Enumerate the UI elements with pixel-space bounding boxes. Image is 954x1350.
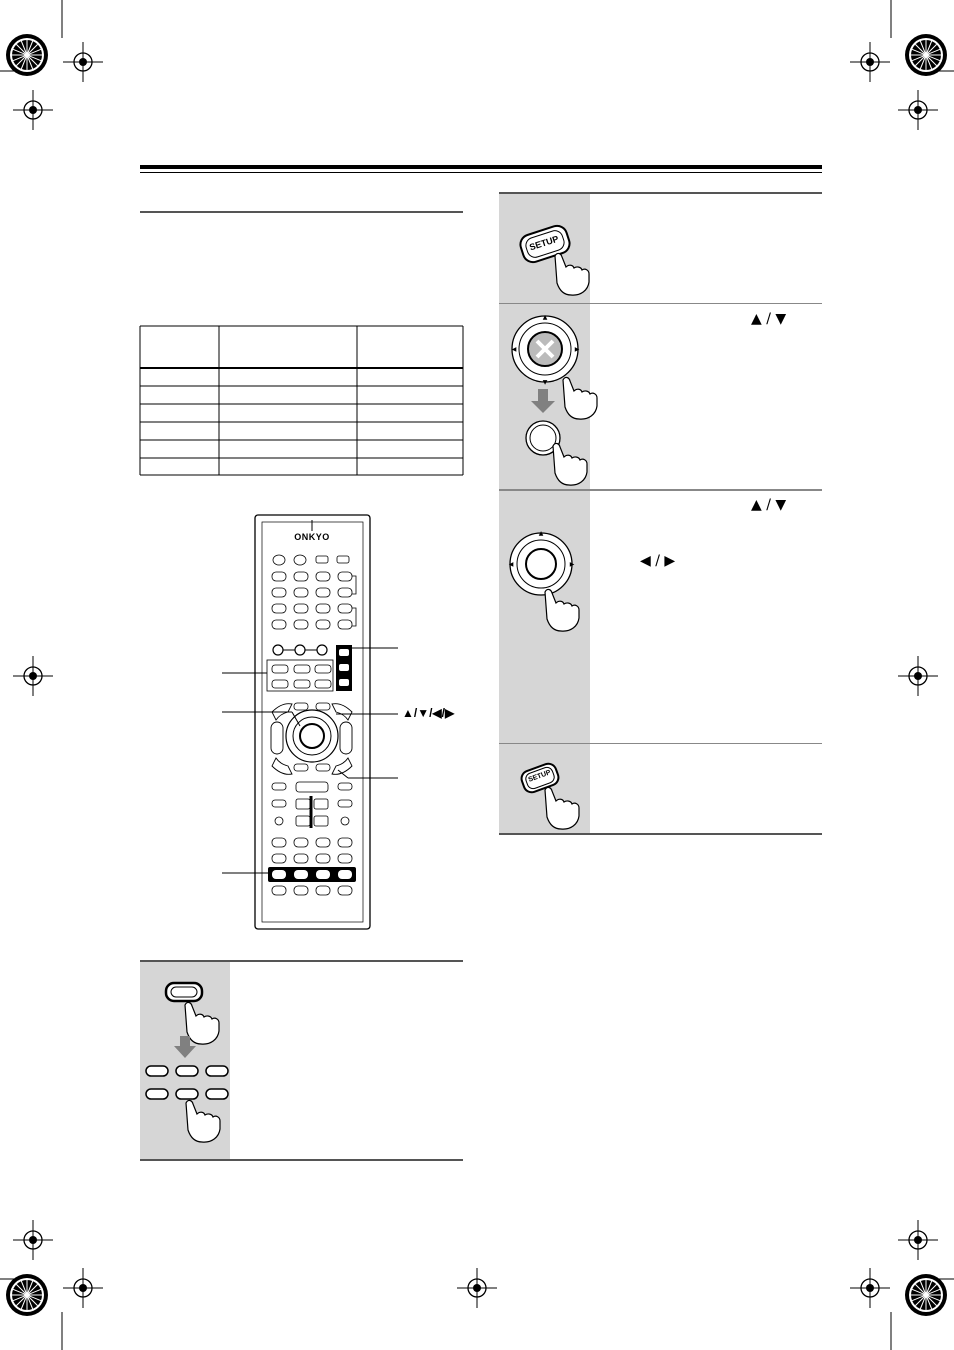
- up-arrow-icon: ▲: [751, 311, 762, 327]
- svg-text:▶: ▶: [574, 346, 580, 353]
- svg-text:◀: ◀: [508, 561, 514, 568]
- arrow-separator: /: [766, 311, 771, 327]
- svg-text:▲: ▲: [538, 530, 544, 537]
- arrow-keys-callout: ▲/▼/◀/▶: [402, 706, 455, 720]
- right-arrow-icon: ▶: [664, 553, 676, 569]
- svg-text:▶: ▶: [569, 561, 575, 568]
- adjust-step-arrows-updown: [751, 497, 786, 513]
- setup-button-label-1: SETUP: [528, 233, 560, 253]
- adjust-step-arrows-leftright: [640, 553, 675, 569]
- brand-logo: ONKYO: [294, 532, 330, 542]
- down-arrow-icon: ▼: [775, 311, 787, 327]
- setup-button-label-2: SETUP: [527, 769, 552, 784]
- svg-text:◀: ◀: [511, 346, 517, 353]
- down-arrow-icon: ▼: [775, 497, 787, 513]
- cursor-step-arrows: [751, 311, 786, 327]
- arrow-separator: /: [655, 553, 660, 569]
- svg-text:▼: ▼: [542, 379, 548, 386]
- up-arrow-icon: ▲: [751, 497, 762, 513]
- arrow-separator: /: [766, 497, 771, 513]
- svg-text:▲: ▲: [542, 314, 548, 321]
- left-arrow-icon: ◀: [640, 553, 651, 569]
